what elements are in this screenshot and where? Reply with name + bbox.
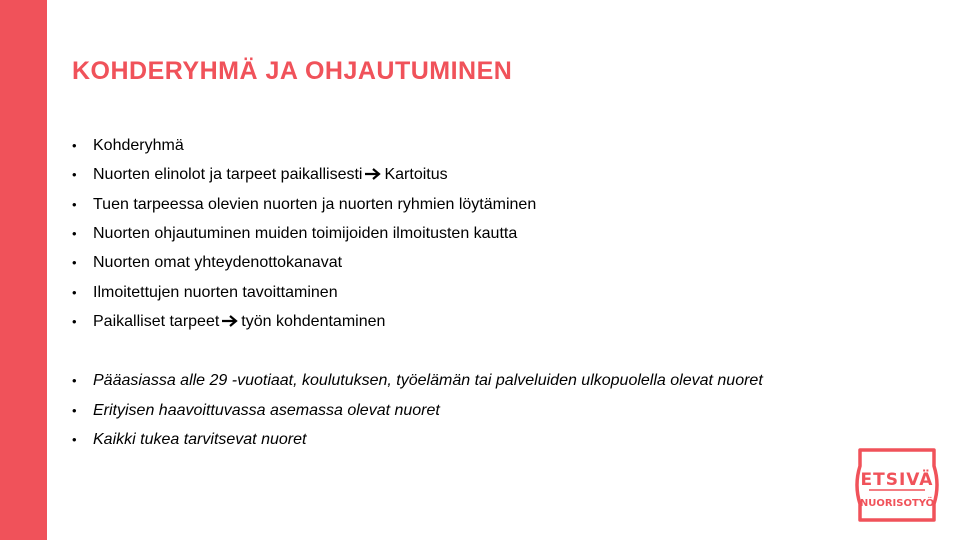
logo-line1: ETSIVÄ [860,470,934,490]
slide-title: KOHDERYHMÄ JA OHJAUTUMINEN [72,57,513,85]
list-item-text: Nuorten omat yhteydenottokanavat [93,254,343,271]
left-accent-bar [0,0,47,540]
list-item-text: Paikalliset tarpeet [93,313,220,330]
bullet-dot: • [72,255,77,270]
list-item [72,224,517,244]
bullet-dot: • [72,285,77,300]
list-item-text: Nuorten elinolot ja tarpeet paikallisesti [93,166,363,183]
bullet-dot: • [72,403,77,418]
list-item-text: Ilmoitettujen nuorten tavoittaminen [93,284,338,301]
list-item [72,165,448,185]
list-item [72,371,763,391]
bullet-dot: • [72,226,77,241]
list-item-text: Tuen tarpeessa olevien nuorten ja nuorten ryhmien löytäminen [93,196,537,213]
arrow-target-text: työn kohdentaminen [241,313,386,330]
right-arrow-icon [365,168,381,180]
list-item-text: Nuorten ohjautuminen muiden toimijoiden ilmoitusten kautta [93,225,518,242]
etsiva-nuorisotyo-logo [850,442,944,528]
list-item [72,430,306,450]
logo-line2: NUORISOTYÖ [859,498,935,509]
bullet-dot: • [72,314,77,329]
arrow-target-text: Kartoitus [384,166,448,183]
list-item [72,283,338,303]
right-arrow-icon [222,315,238,327]
bullet-dot: • [72,197,77,212]
bullet-dot: • [72,167,77,182]
list-item [72,253,342,273]
list-item-text: Kaikki tukea tarvitsevat nuoret [93,431,307,448]
bullet-dot: • [72,138,77,153]
bullet-dot: • [72,432,77,447]
list-item [72,136,184,156]
list-item-text: Pääasiassa alle 29 -vuotiaat, koulutuksen, työelämän tai palveluiden ulkopuolella olevat nuoret [93,372,763,389]
bullet-dot: • [72,373,77,388]
list-item-text: Erityisen haavoittuvassa asemassa olevat nuoret [93,402,440,419]
list-item [72,312,385,332]
list-item [72,401,440,421]
list-item [72,195,536,215]
list-item-text: Kohderyhmä [93,137,184,154]
